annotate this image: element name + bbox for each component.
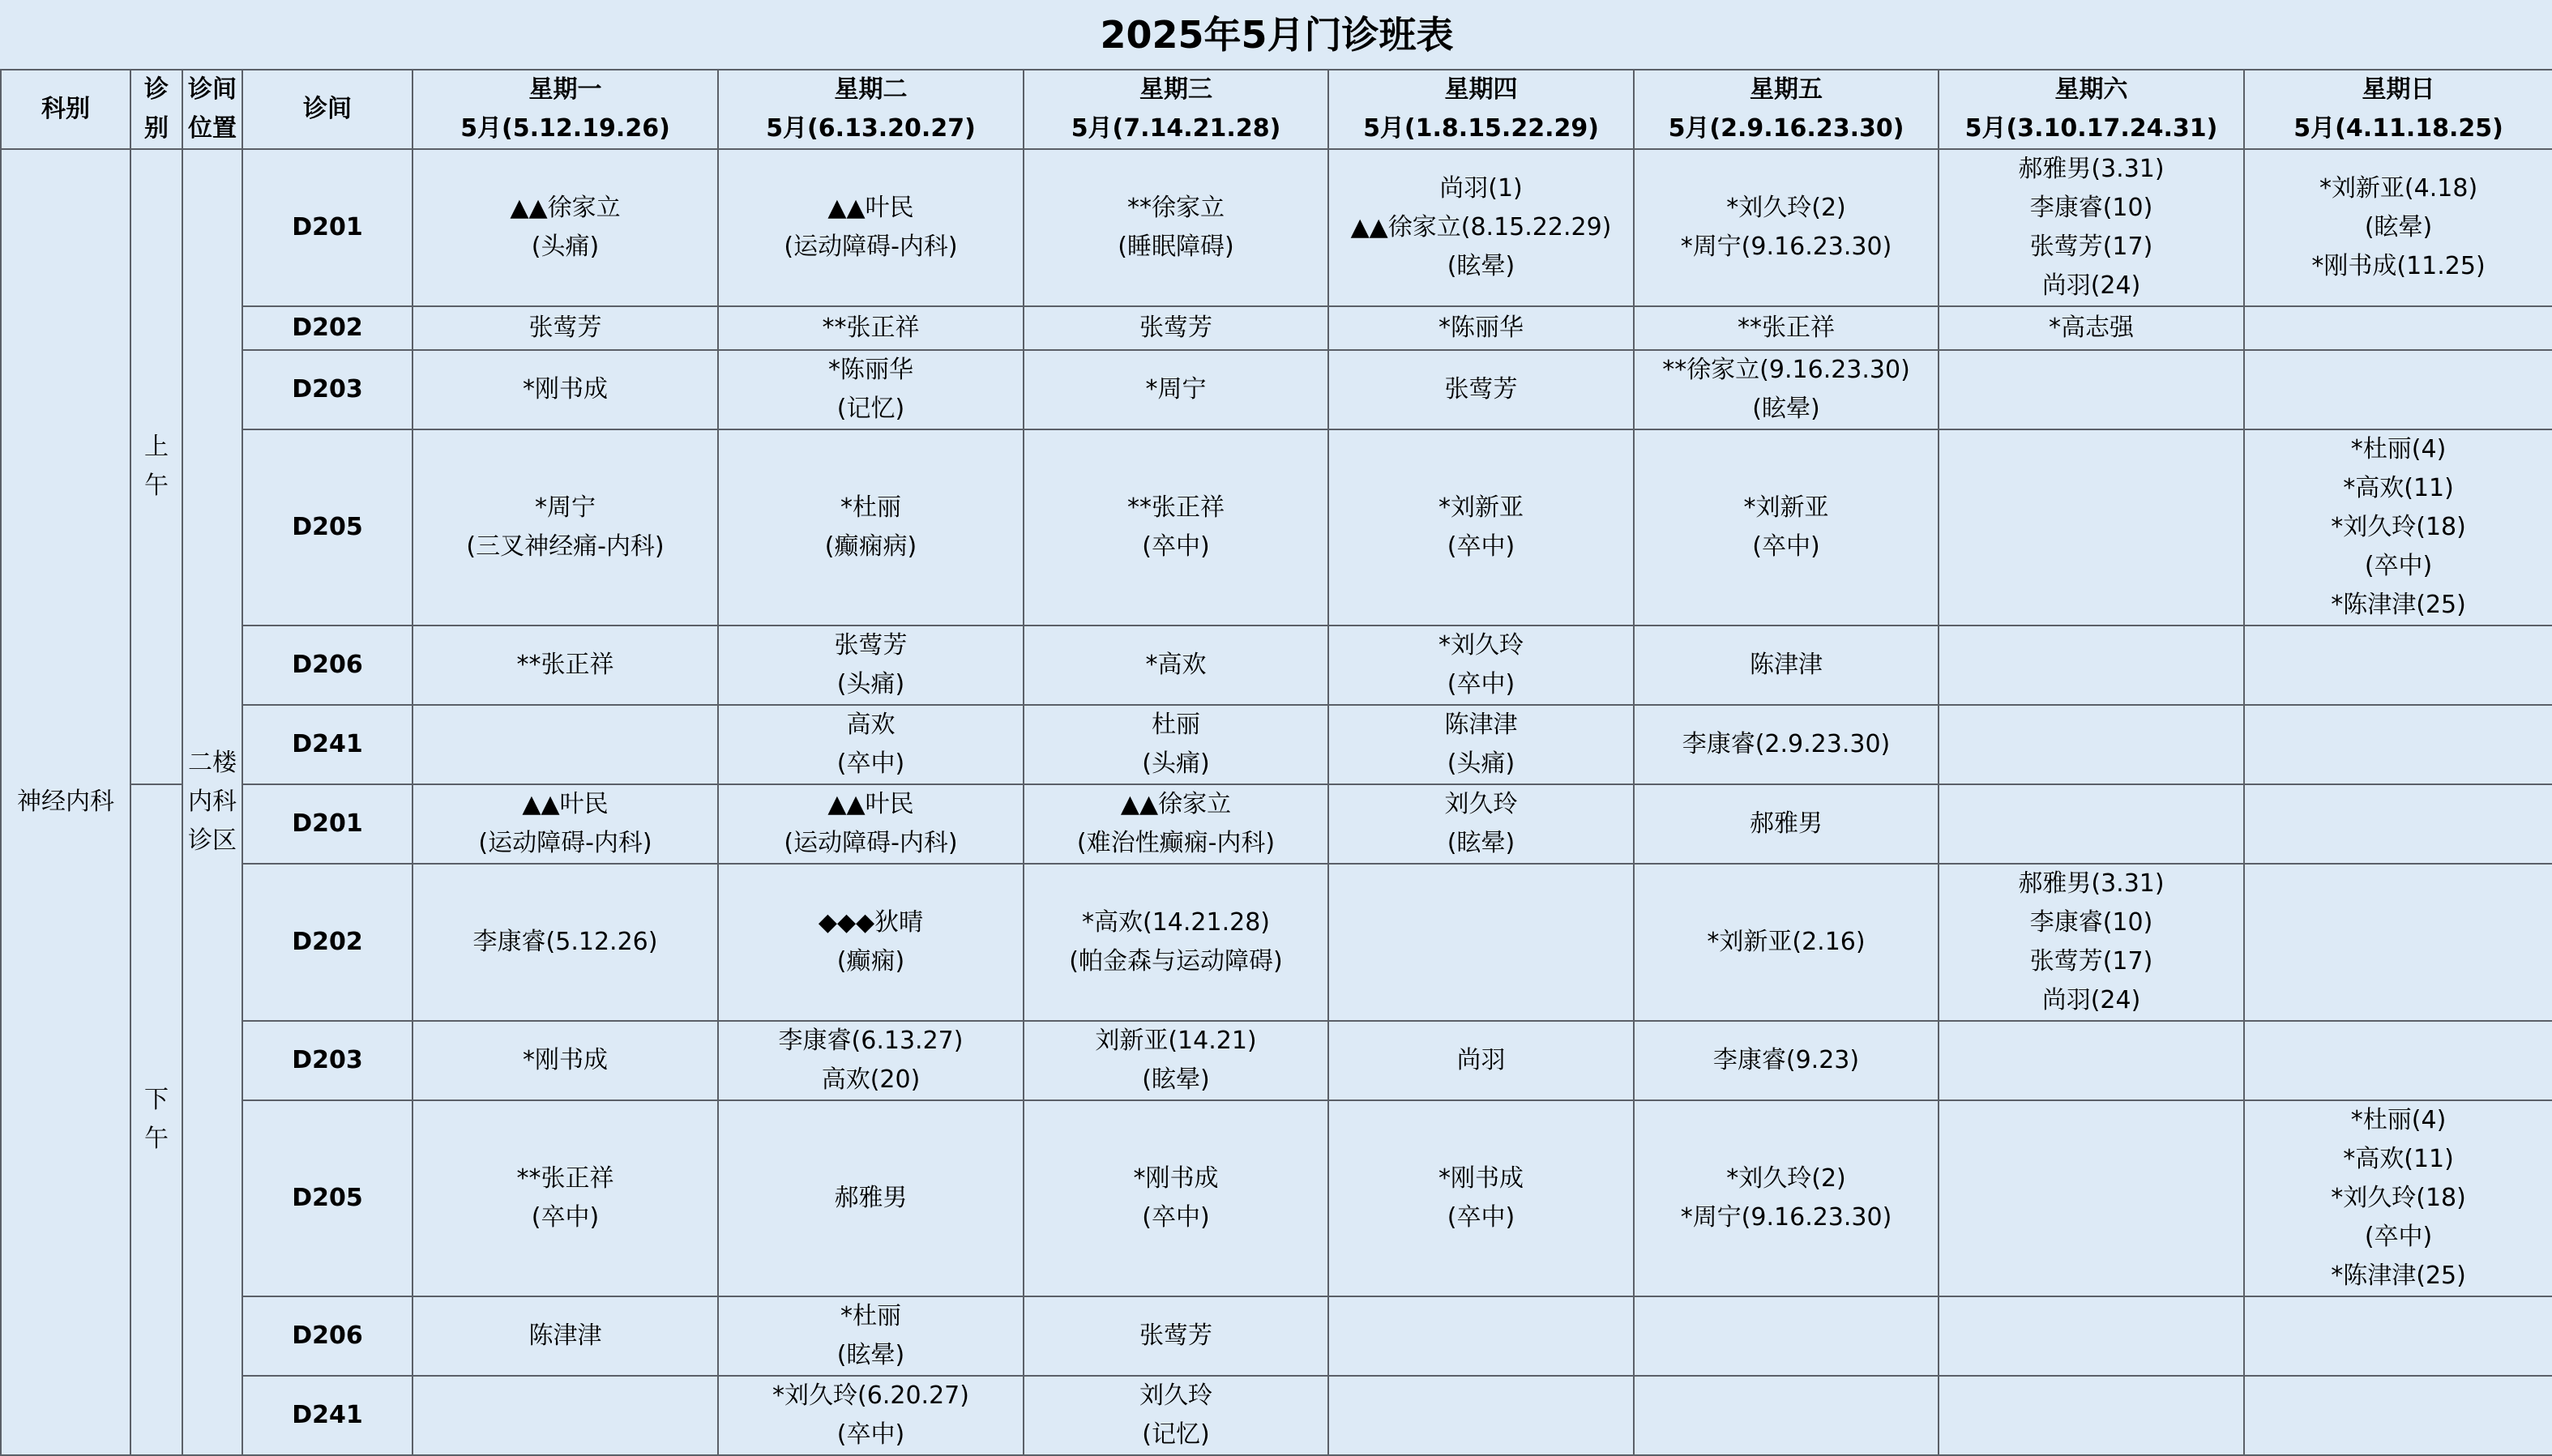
doctor-line: (三叉神经痛-内科) [466,532,665,561]
doctor-line: *周宁(9.16.23.30) [1680,1203,1892,1232]
doctor-line: 尚羽(1) [1439,174,1523,203]
doctor-line: (卒中) [531,1203,600,1232]
schedule-cell [1939,626,2244,705]
day-dates: 5月(7.14.21.28) [1071,114,1281,143]
doctor-line: ▲▲叶民 [827,790,914,818]
doctor-line: *杜丽(4) [2350,435,2447,463]
doctor-line: (运动障碍-内科) [478,829,652,857]
doctor-line: *刘久玲(2) [1726,194,1846,222]
doctor-line: ▲▲徐家立 [510,194,621,222]
doctor-line: *陈丽华 [1438,314,1524,342]
schedule-cell [1634,350,1939,429]
period-cell: 下 午 [130,784,182,1455]
doctor-line: 李康睿(9.23) [1712,1046,1860,1074]
schedule-cell [1328,1021,1634,1100]
schedule-cell [1024,1021,1328,1100]
schedule-cell [2244,350,2552,429]
schedule-cell [1024,1376,1328,1455]
schedule-cell [2244,1376,2552,1455]
doctor-line: ▲▲叶民 [522,790,609,818]
day-header [413,70,718,149]
schedule-cell [1024,705,1328,784]
day-name: 星期四 [1444,75,1518,104]
doctor-line: 张莺芳 [834,631,908,660]
schedule-cell [718,705,1024,784]
schedule-row [1,1376,2552,1455]
doctor-line: 尚羽 [1456,1046,1506,1074]
doctor-line: (眩晕) [1447,252,1515,280]
header-room: 诊间 [242,70,413,149]
schedule-cell [2244,429,2552,626]
doctor-line: (眩晕) [1142,1065,1210,1094]
schedule-cell [1328,626,1634,705]
room-cell: D206 [242,626,413,705]
day-header [1024,70,1328,149]
schedule-cell [718,429,1024,626]
schedule-row [1,306,2552,350]
doctor-line: 李康睿(5.12.26) [472,928,658,956]
doctor-line: *杜丽 [840,1302,901,1330]
doctor-line: 尚羽(24) [2041,986,2141,1014]
doctor-line: *高欢(11) [2343,1145,2454,1173]
doctor-line: 陈津津 [528,1322,602,1350]
schedule-cell [718,864,1024,1021]
doctor-line: (卒中) [1447,670,1515,698]
schedule-cell [1024,149,1328,306]
schedule-cell [413,864,718,1021]
doctor-line: (卒中) [1447,1203,1515,1232]
schedule-cell [413,705,718,784]
doctor-line: *刘新亚(2.16) [1707,928,1866,956]
schedule-row [1,784,2552,864]
schedule-cell [2244,626,2552,705]
doctor-line: 刘新亚(14.21) [1095,1027,1257,1055]
doctor-line: (头痛) [1142,749,1210,778]
schedule-cell [1634,784,1939,864]
schedule-cell [718,1100,1024,1296]
doctor-line: *刘久玲 [1438,631,1524,660]
header-location: 诊间 位置 [182,70,242,149]
doctor-line: **张正祥 [1738,314,1835,342]
doctor-line: *高志强 [2049,314,2134,342]
schedule-cell [1328,1376,1634,1455]
doctor-line: (眩晕) [2364,213,2433,241]
day-dates: 5月(5.12.19.26) [460,114,670,143]
schedule-cell [1328,784,1634,864]
doctor-line: *高欢(11) [2343,474,2454,502]
doctor-line: 郝雅男(3.31) [2018,155,2165,183]
schedule-cell [1024,1100,1328,1296]
schedule-cell [1939,864,2244,1021]
schedule-row [1,1100,2552,1296]
doctor-line: 张莺芳 [1444,375,1518,403]
room-cell: D202 [242,864,413,1021]
day-dates: 5月(2.9.16.23.30) [1668,114,1904,143]
room-cell: D241 [242,1376,413,1455]
schedule-cell [413,1296,718,1376]
doctor-line: (难治性癫痫-内科) [1076,829,1276,857]
day-name: 星期日 [2362,75,2435,104]
day-name: 星期一 [528,75,602,104]
schedule-cell [718,626,1024,705]
schedule-cell [413,784,718,864]
schedule-cell [1939,1021,2244,1100]
doctor-line: (癫痫) [836,947,905,976]
doctor-line: 张莺芳 [1139,1322,1212,1350]
schedule-cell [1024,306,1328,350]
day-header [1634,70,1939,149]
doctor-line: (癫痫病) [824,532,917,561]
schedule-cell [1939,705,2244,784]
doctor-line: 郝雅男 [1750,809,1823,838]
department-cell: 神经内科 [1,149,130,1455]
doctor-line: (记忆) [836,395,905,423]
doctor-line: (卒中) [1447,532,1515,561]
day-name: 星期三 [1139,75,1212,104]
schedule-cell [1634,1100,1939,1296]
schedule-cell [413,626,718,705]
schedule-cell [1328,350,1634,429]
doctor-line: (卒中) [1142,532,1210,561]
doctor-line: *高欢(14.21.28) [1081,908,1270,937]
schedule-cell [1328,149,1634,306]
doctor-line: *周宁 [535,493,596,522]
schedule-cell [1328,705,1634,784]
doctor-line: 郝雅男 [834,1184,908,1212]
schedule-cell [1024,784,1328,864]
schedule-cell [1634,429,1939,626]
schedule-row [1,1296,2552,1376]
schedule-cell [2244,784,2552,864]
schedule-cell [1939,1296,2244,1376]
schedule-cell [1328,306,1634,350]
day-dates: 5月(6.13.20.27) [766,114,976,143]
header-period: 诊 别 [130,70,182,149]
schedule-cell [2244,306,2552,350]
schedule-cell [718,1021,1024,1100]
doctor-line: *刚书成 [1133,1164,1219,1193]
schedule-cell [1634,626,1939,705]
schedule-cell [1328,1100,1634,1296]
doctor-line: **徐家立(9.16.23.30) [1662,356,1910,384]
doctor-line: (头痛) [531,233,600,261]
doctor-line: *刘久玲(6.20.27) [772,1381,969,1410]
schedule-row [1,350,2552,429]
doctor-line: **张正祥 [516,1164,614,1193]
schedule-cell [413,306,718,350]
doctor-line: (头痛) [1447,749,1515,778]
room-cell: D205 [242,1100,413,1296]
day-dates: 5月(4.11.18.25) [2293,114,2503,143]
doctor-line: (卒中) [836,1420,905,1449]
schedule-cell [1634,1021,1939,1100]
schedule-row [1,705,2552,784]
schedule-cell [2244,149,2552,306]
schedule-row [1,626,2552,705]
doctor-line: (卒中) [2364,1223,2433,1251]
schedule-cell [2244,1021,2552,1100]
schedule-cell [1939,429,2244,626]
doctor-line: *陈丽华 [828,356,913,384]
room-cell: D201 [242,149,413,306]
doctor-line: 郝雅男(3.31) [2018,869,2165,898]
schedule-cell [1939,350,2244,429]
doctor-line: ◆◆◆狄晴 [818,908,924,937]
doctor-line: 李康睿(2.9.23.30) [1682,730,1891,758]
doctor-line: **张正祥 [1127,493,1225,522]
doctor-line: (卒中) [1752,532,1820,561]
schedule-cell [1634,1296,1939,1376]
schedule-cell [718,784,1024,864]
doctor-line: *周宁 [1145,375,1207,403]
schedule-cell [413,1100,718,1296]
doctor-line: **徐家立 [1127,194,1225,222]
doctor-line: 李康睿(10) [2029,194,2153,222]
doctor-line: (睡眠障碍) [1118,233,1234,261]
schedule-cell [413,429,718,626]
schedule-cell [1024,429,1328,626]
doctor-line: 刘久玲 [1444,790,1518,818]
doctor-line: (眩晕) [1447,829,1515,857]
schedule-row [1,864,2552,1021]
doctor-line: 张莺芳 [1139,314,1212,342]
doctor-line: (头痛) [836,670,905,698]
doctor-line: (眩晕) [836,1341,905,1369]
doctor-line: *刘久玲(2) [1726,1164,1846,1193]
doctor-line: (卒中) [836,749,905,778]
doctor-line: **张正祥 [516,651,614,679]
doctor-line: 张莺芳(17) [2029,947,2153,976]
doctor-line: ▲▲徐家立 [1120,790,1232,818]
schedule-cell [1634,1376,1939,1455]
schedule-cell [718,350,1024,429]
schedule-cell [2244,864,2552,1021]
room-cell: D241 [242,705,413,784]
doctor-line: 张莺芳(17) [2029,233,2153,261]
schedule-row [1,149,2552,306]
schedule-cell [2244,1296,2552,1376]
doctor-line: *刘新亚 [1438,493,1524,522]
schedule-cell [413,1376,718,1455]
page-title: 2025年5月门诊班表 [1,0,2552,70]
doctor-line: (卒中) [1142,1203,1210,1232]
schedule-cell [1939,149,2244,306]
schedule-cell [1939,1100,2244,1296]
schedule-cell [718,1376,1024,1455]
doctor-line: *刘久玲(18) [2331,513,2466,541]
doctor-line: *周宁(9.16.23.30) [1680,233,1892,261]
schedule-cell [1634,306,1939,350]
room-cell: D203 [242,350,413,429]
doctor-line: *杜丽(4) [2350,1106,2447,1134]
schedule-cell [1024,864,1328,1021]
schedule-cell [1939,1376,2244,1455]
doctor-line: *陈津津(25) [2331,591,2466,619]
day-header [2244,70,2552,149]
doctor-line: *刚书成(11.25) [2311,252,2486,280]
day-name: 星期六 [2054,75,2128,104]
doctor-line: 高欢(20) [821,1065,921,1094]
room-cell: D203 [242,1021,413,1100]
doctor-line: *刘新亚 [1743,493,1829,522]
doctor-line: *陈津津(25) [2331,1262,2466,1290]
schedule-cell [413,350,718,429]
doctor-line: 陈津津 [1750,651,1823,679]
doctor-line: (运动障碍-内科) [784,233,958,261]
day-header [718,70,1024,149]
room-cell: D201 [242,784,413,864]
day-dates: 5月(1.8.15.22.29) [1363,114,1599,143]
schedule-cell [1634,705,1939,784]
header-dept: 科别 [1,70,130,149]
doctor-line: *高欢 [1145,651,1207,679]
doctor-line: ▲▲徐家立(8.15.22.29) [1350,213,1612,241]
doctor-line: *杜丽 [840,493,901,522]
room-cell: D206 [242,1296,413,1376]
doctor-line: *刘新亚(4.18) [2319,174,2478,203]
schedule-cell [1939,784,2244,864]
schedule-cell [1024,1296,1328,1376]
schedule-cell [718,1296,1024,1376]
schedule-row [1,429,2552,626]
doctor-line: 李康睿(10) [2029,908,2153,937]
doctor-line: *刚书成 [1438,1164,1524,1193]
doctor-line: 杜丽 [1152,711,1200,739]
schedule-body [1,149,2552,1455]
doctor-line: (运动障碍-内科) [784,829,958,857]
doctor-line: *刚书成 [523,1046,608,1074]
schedule-cell [1024,350,1328,429]
doctor-line: 高欢 [846,711,896,739]
doctor-line: 刘久玲 [1139,1381,1212,1410]
schedule-cell [1634,149,1939,306]
schedule-cell [2244,1100,2552,1296]
schedule-cell [1328,864,1634,1021]
doctor-line: (卒中) [2364,552,2433,580]
doctor-line: ▲▲叶民 [827,194,914,222]
day-name: 星期二 [834,75,908,104]
doctor-line: (眩晕) [1752,395,1820,423]
schedule-cell [718,149,1024,306]
schedule-cell [413,1021,718,1100]
day-dates: 5月(3.10.17.24.31) [1964,114,2218,143]
doctor-line: 陈津津 [1444,711,1518,739]
doctor-line: 李康睿(6.13.27) [778,1027,964,1055]
schedule-cell [1024,626,1328,705]
schedule-cell [1328,1296,1634,1376]
schedule-cell [1634,864,1939,1021]
schedule-row [1,1021,2552,1100]
schedule-cell [1939,306,2244,350]
doctor-line: (记忆) [1142,1420,1210,1449]
period-cell: 上 午 [130,149,182,784]
day-name: 星期五 [1750,75,1823,104]
location-cell: 二楼 内科 诊区 [182,149,242,1455]
doctor-line: 尚羽(24) [2041,271,2141,300]
doctor-line: 张莺芳 [528,314,602,342]
doctor-line: *刘久玲(18) [2331,1184,2466,1212]
doctor-line: **张正祥 [822,314,920,342]
day-header [1939,70,2244,149]
room-cell: D205 [242,429,413,626]
room-cell: D202 [242,306,413,350]
day-header [1328,70,1634,149]
schedule-cell [2244,705,2552,784]
doctor-line: (帕金森与运动障碍) [1069,947,1283,976]
schedule-cell [413,149,718,306]
schedule-cell [718,306,1024,350]
schedule-cell [1328,429,1634,626]
doctor-line: *刚书成 [523,375,608,403]
